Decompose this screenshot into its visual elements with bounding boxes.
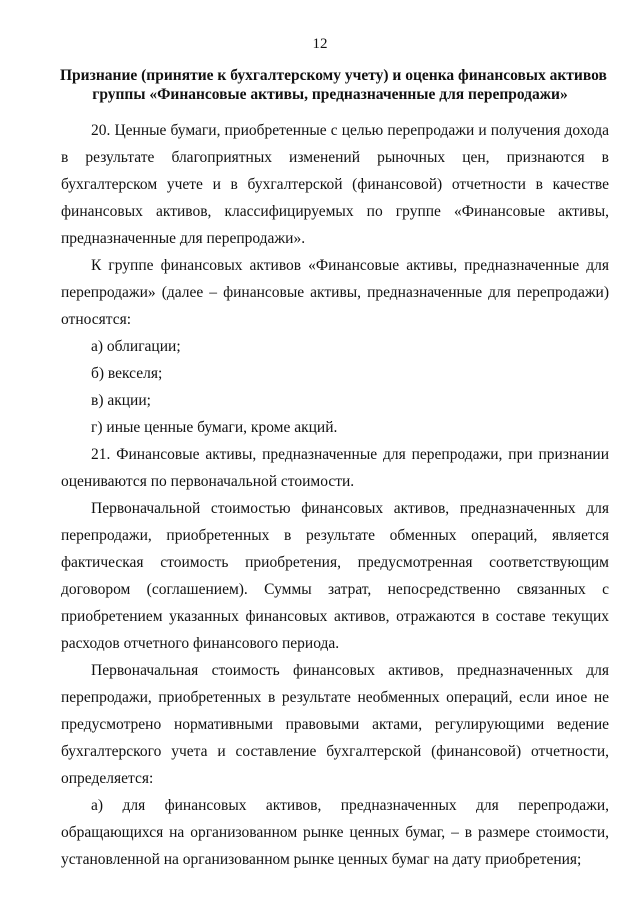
list-item-a: а) облигации; (91, 338, 181, 355)
paragraph-21: 21. Финансовые активы, предназначенные для перепродажи, при признании оцениваются по первоначальной стоимости. (61, 446, 609, 490)
list-item-b: б) векселя; (91, 365, 163, 382)
page-number: 12 (312, 36, 328, 52)
paragraph-initial-cost-exchange: Первоначальной стоимостью финансовых активов, предназначенных для перепродажи, приобретенных в результате обменных операций, является фактическая стоимость приобретения, предусмотренная соответствующим договором (соглашением). Суммы затрат, непосредственно связанных с приобретением указанных финансовых активов, отражаются в составе текущих расходов отчетного финансового периода. (61, 500, 609, 652)
list-item-g: г) иные ценные бумаги, кроме акций. (91, 419, 338, 436)
section-heading (60, 66, 607, 104)
paragraph-item-a-organized-market: а) для финансовых активов, предназначенных для перепродажи, обращающихся на организованном рынке ценных бумаг, – в размере стоимости, установленной на организованном рынке ценных бумаг на дату приобретения; (61, 797, 609, 868)
document-body (61, 117, 609, 873)
section-heading-line-1: Признание (принятие к бухгалтерскому учету) и оценка финансовых активов (60, 67, 607, 84)
paragraph-initial-cost-nonexchange: Первоначальная стоимость финансовых активов, предназначенных для перепродажи, приобретенных в результате необменных операций, если иное не предусмотрено нормативными правовыми актами, регулирующими ведение бухгалтерского учета и составление бухгалтерской (финансовой) отчетности, определяется: (61, 662, 609, 787)
list-item-v: в) акции; (91, 392, 151, 409)
section-heading-line-2: группы «Финансовые активы, предназначенные для перепродажи» (92, 86, 568, 103)
paragraph-group-intro: К группе финансовых активов «Финансовые активы, предназначенные для перепродажи» (далее – финансовые активы, предназначенные для перепродажи) относятся: (61, 257, 609, 328)
paragraph-20: 20. Ценные бумаги, приобретенные с целью перепродажи и получения дохода в результате благоприятных изменений рыночных цен, признаются в бухгалтерском учете и в бухгалтерской (финансовой) отчетности в качестве финансовых активов, классифицируемых по группе «Финансовые активы, предназначенные для перепродажи». (61, 122, 609, 247)
